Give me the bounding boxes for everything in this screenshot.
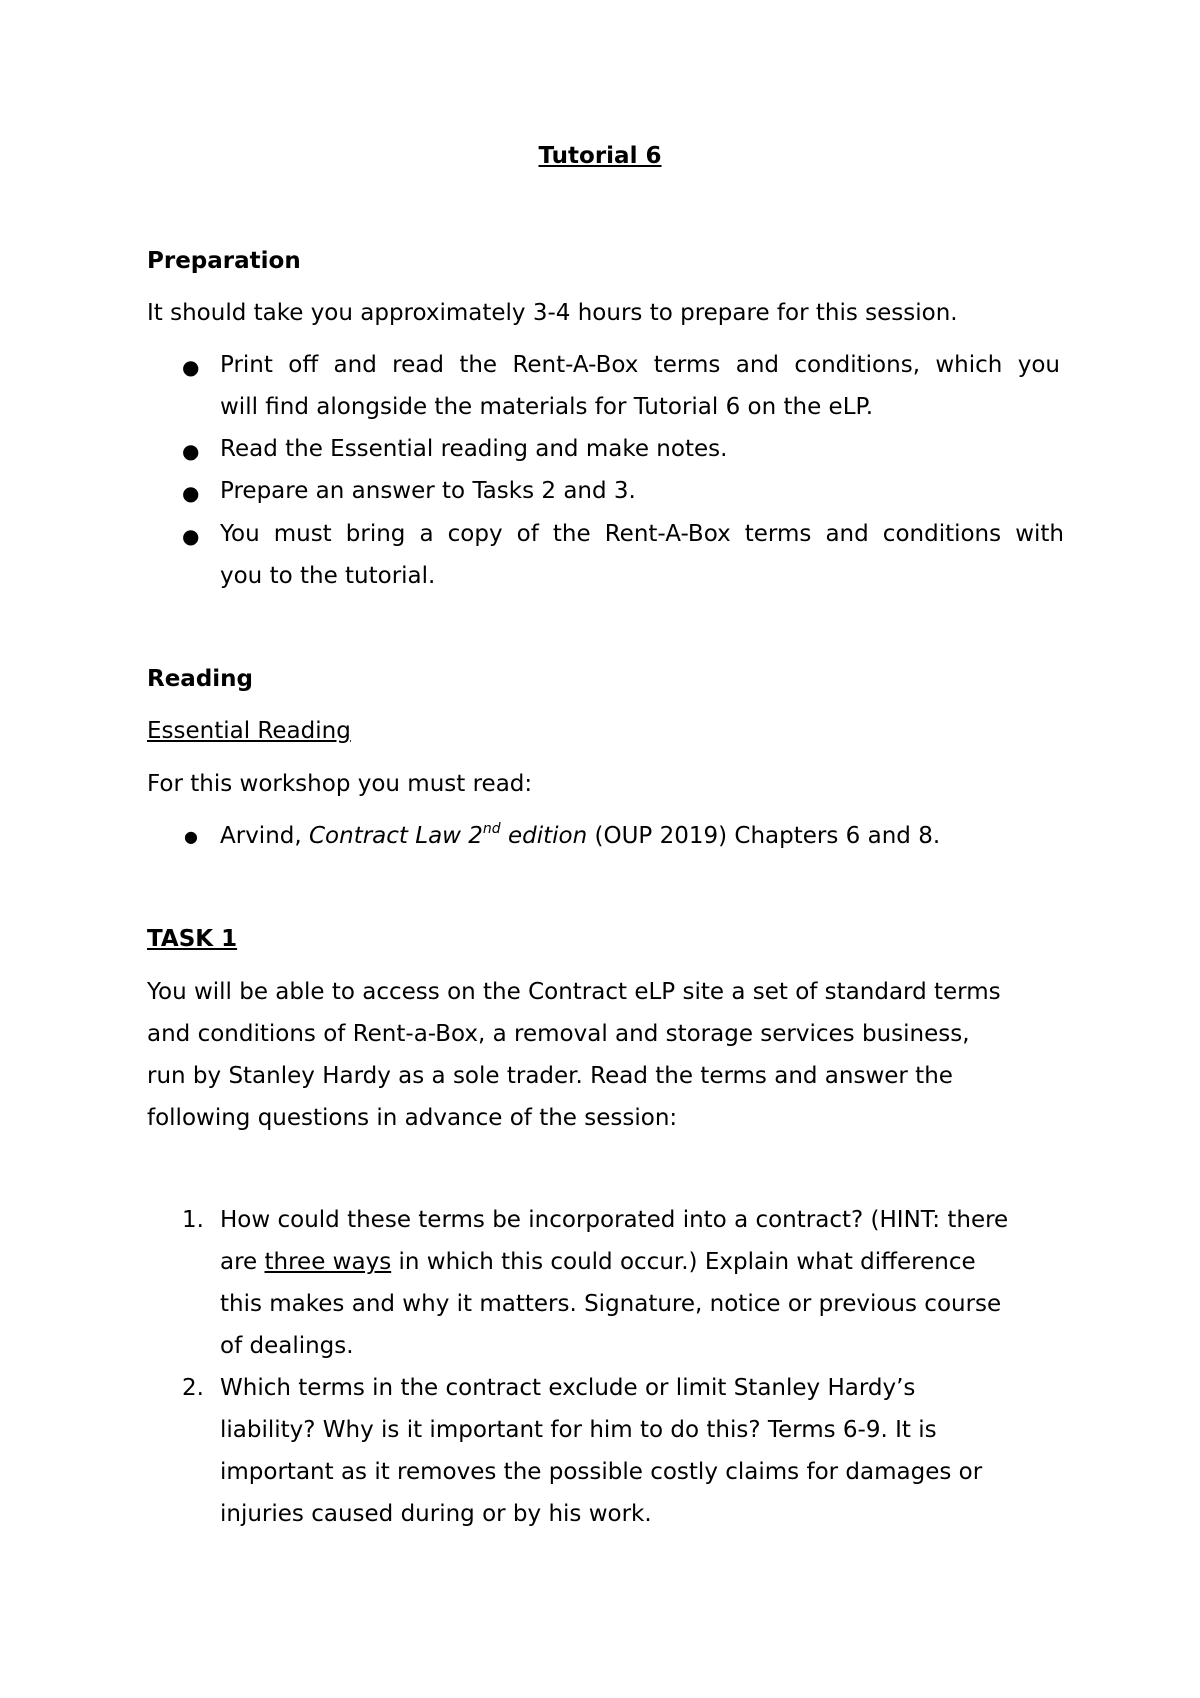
question-2-line-4: injuries caused during or by his work.	[220, 1501, 652, 1527]
bullet-icon: ●	[182, 355, 200, 379]
task1-para-line-1: You will be able to access on the Contract eLP site a set of standard terms	[147, 979, 1001, 1005]
question-2-number: 2.	[182, 1375, 204, 1401]
reading-item	[220, 823, 940, 849]
bullet-icon: ●	[184, 827, 198, 846]
essential-reading-subheading: Essential Reading	[147, 718, 351, 744]
preparation-heading: Preparation	[147, 248, 301, 274]
preparation-intro: It should take you approximately 3-4 hours to prepare for this session.	[147, 300, 958, 326]
question-1-line-3: this makes and why it matters. Signature, notice or previous course	[220, 1291, 1002, 1317]
question-1-number: 1.	[182, 1207, 204, 1233]
reading-book-title: Contract Law 2nd edition	[309, 821, 588, 849]
prep-bullet-1-line-1: Print off and read the Rent-A-Box terms and conditions, which you	[220, 352, 1060, 378]
question-2-line-3: important as it removes the possible costly claims for damages or	[220, 1459, 983, 1485]
three-ways-underlined: three ways	[264, 1249, 392, 1275]
task1-para-line-2: and conditions of Rent-a-Box, a removal and storage services business,	[147, 1021, 970, 1047]
task1-para-line-3: run by Stanley Hardy as a sole trader. Read the terms and answer the	[147, 1063, 953, 1089]
prep-bullet-3: Prepare an answer to Tasks 2 and 3.	[220, 478, 636, 504]
reading-intro: For this workshop you must read:	[147, 771, 533, 797]
prep-bullet-2: Read the Essential reading and make notes.	[220, 436, 728, 462]
question-2-line-2: liability? Why is it important for him to do this? Terms 6-9. It is	[220, 1417, 937, 1443]
prep-bullet-4-line-1: You must bring a copy of the Rent-A-Box terms and conditions with	[220, 521, 1064, 547]
page-title: Tutorial 6	[538, 143, 662, 169]
reading-heading: Reading	[147, 666, 254, 692]
reading-details: (OUP 2019) Chapters 6 and 8.	[587, 823, 941, 849]
question-1-line-2: are three ways in which this could occur.) Explain what difference	[220, 1249, 976, 1275]
task1-heading: TASK 1	[147, 926, 238, 952]
bullet-icon: ●	[182, 524, 200, 548]
question-2-line-1: Which terms in the contract exclude or limit Stanley Hardy’s	[220, 1375, 916, 1401]
question-1-line-1: How could these terms be incorporated into a contract? (HINT: there	[220, 1207, 1009, 1233]
bullet-icon: ●	[182, 439, 200, 463]
question-1-line-4: of dealings.	[220, 1333, 354, 1359]
prep-bullet-4-line-2: you to the tutorial.	[220, 563, 436, 589]
reading-author: Arvind,	[220, 823, 309, 849]
prep-bullet-1-line-2: will find alongside the materials for Tutorial 6 on the eLP.	[220, 394, 874, 420]
task1-para-line-4: following questions in advance of the session:	[147, 1105, 678, 1131]
bullet-icon: ●	[182, 481, 200, 505]
